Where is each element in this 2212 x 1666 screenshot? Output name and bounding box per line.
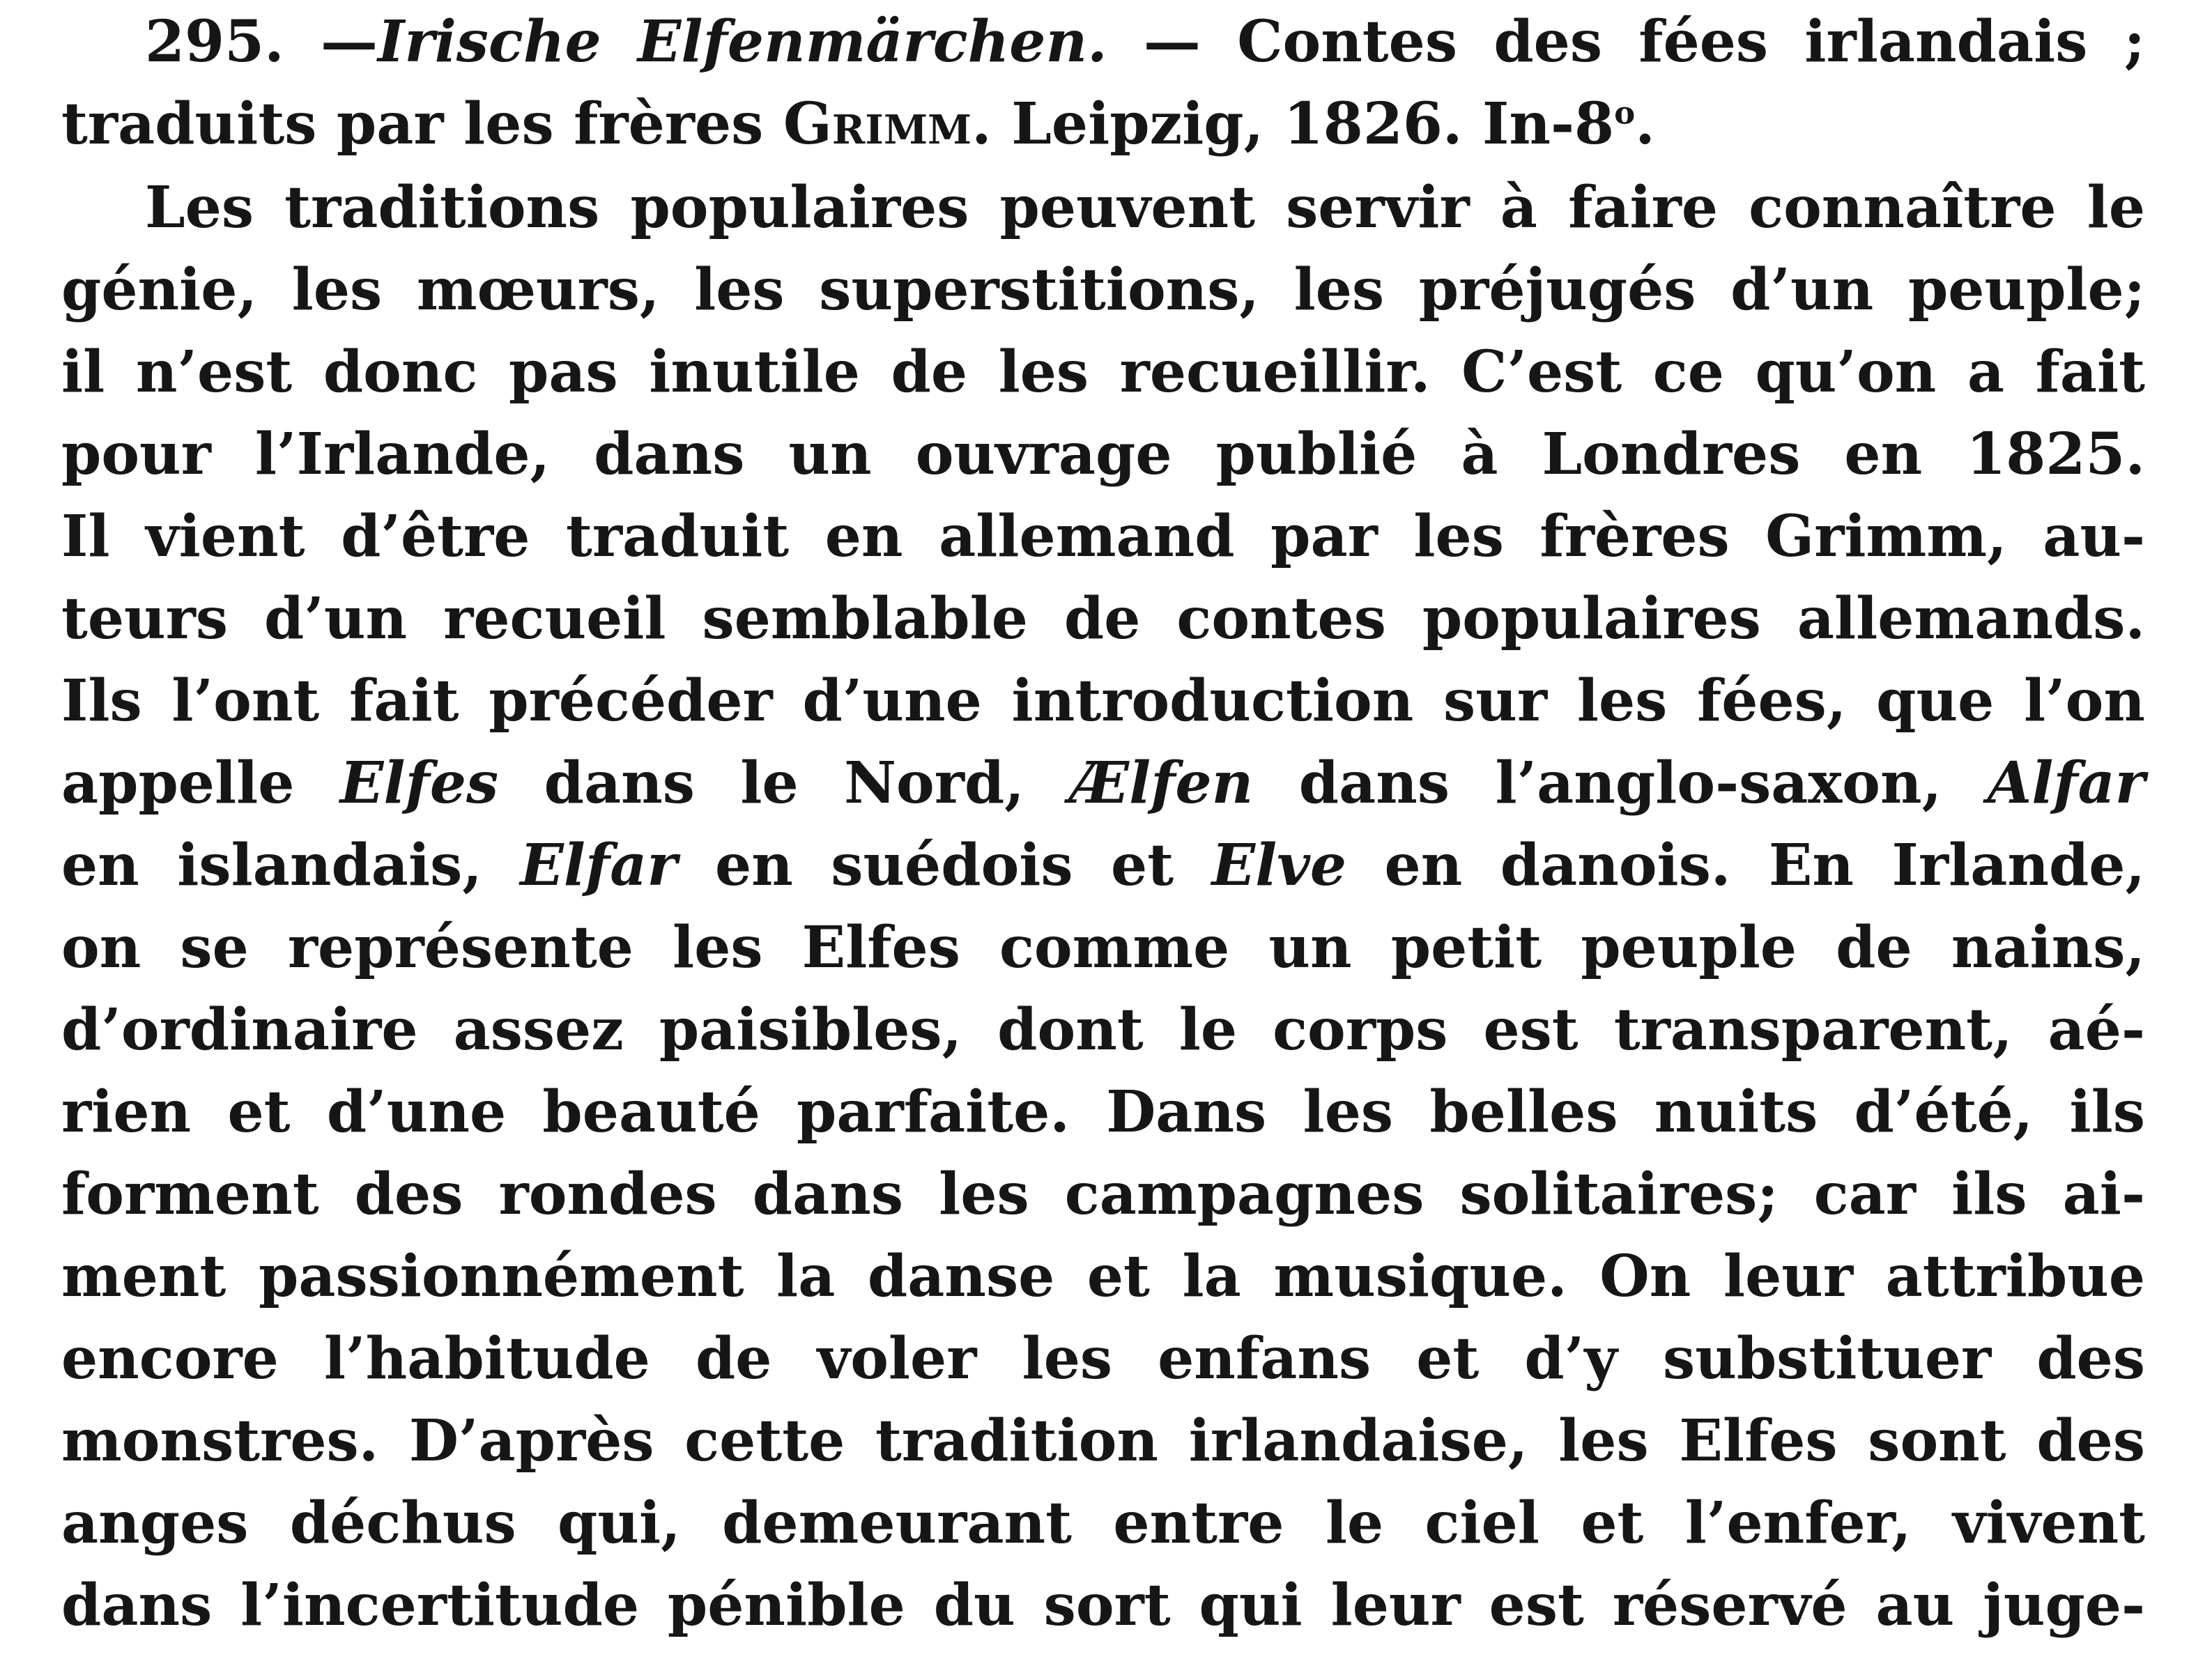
format-superscript: o — [1614, 94, 1636, 132]
entry-number: 295. — [145, 8, 284, 75]
italic-term: Elfes — [339, 750, 499, 817]
text-run: génie, les mœurs, les superstitions, les préjugés d’un peuple; — [61, 256, 2145, 323]
text-run: dans l’anglo-saxon, — [1253, 750, 1988, 817]
text-run: Les traditions populaires peuvent servir à faire connaître le — [145, 174, 2145, 241]
text-run: on se représente les Elfes comme un petit peuple de nains, — [61, 914, 2145, 981]
text-line — [145, 166, 2145, 249]
text-line — [61, 1481, 2145, 1565]
entry-heading — [145, 0, 2145, 84]
text-line — [61, 988, 2145, 1072]
text-line — [61, 824, 2145, 907]
text-run: monstres. D’après cette tradition irlandaise, les Elfes sont des — [61, 1407, 2145, 1474]
italic-term: Alfar — [1987, 750, 2146, 817]
text-line — [61, 495, 2145, 578]
italic-term: Ælfen — [1070, 750, 1254, 817]
title-french: Contes des fées irlandais ; — [1237, 8, 2145, 75]
text-line — [61, 906, 2145, 989]
text-run: encore l’habitude de voler les enfans et d’y substituer des — [61, 1325, 2145, 1392]
text-run: appelle — [61, 750, 340, 817]
text-run: ment passionnément la danse et la musique. On leur attribue — [61, 1243, 2145, 1310]
text-line — [61, 1317, 2145, 1401]
text-run: forment des rondes dans les campagnes solitaires; car ils ai- — [61, 1161, 2145, 1228]
text-run: en islandais, — [61, 832, 521, 899]
text-run: d’ordinaire assez paisibles, dont le corps est transparent, aé- — [61, 996, 2145, 1063]
imprint-text: . — [1635, 91, 1655, 157]
dash: — — [284, 8, 378, 75]
text-line — [61, 1235, 2145, 1318]
text-line — [61, 577, 2145, 661]
text-run: teurs d’un recueil semblable de contes populaires allemands. — [61, 585, 2145, 652]
author-name: Grimm — [783, 91, 972, 157]
text-line — [61, 741, 2145, 825]
text-run: dans le Nord, — [498, 750, 1070, 817]
text-line — [61, 1152, 2145, 1236]
italic-term: Elfar — [520, 832, 677, 899]
text-run: dans l’incertitude pénible du sort qui leur est réservé au juge- — [61, 1572, 2145, 1639]
text-run: rien et d’une beauté parfaite. Dans les belles nuits d’été, ils — [61, 1079, 2145, 1146]
text-line — [61, 1070, 2145, 1154]
text-line — [61, 330, 2145, 414]
text-line — [61, 248, 2145, 332]
text-line — [61, 412, 2145, 496]
text-run: pour l’Irlande, dans un ouvrage publié à Londres en 1825. — [61, 421, 2145, 488]
imprint-text: . Leipzig, 1826. In-8 — [971, 91, 1615, 157]
text-line — [61, 1564, 2145, 1647]
text-run: en danois. En Irlande, — [1346, 832, 2145, 899]
italic-term: Elve — [1211, 832, 1347, 899]
title-german: Irische Elfenmärchen. — [378, 8, 1107, 75]
text-run: anges déchus qui, demeurant entre le ciel et l’enfer, vivent — [61, 1490, 2145, 1557]
text-run: en suédois et — [677, 832, 1212, 899]
entry-imprint — [61, 82, 2145, 166]
text-run: Ils l’ont fait précéder d’une introduction sur les fées, que l’on — [61, 668, 2145, 734]
dash: — — [1107, 8, 1238, 75]
text-run: Il vient d’être traduit en allemand par les frères Grimm, au- — [61, 503, 2145, 570]
text-run: il n’est donc pas inutile de les recueillir. C’est ce qu’on a fait — [61, 339, 2145, 406]
text-line — [61, 1399, 2145, 1483]
imprint-text: traduits par les frères — [61, 91, 783, 157]
text-line — [61, 659, 2145, 743]
